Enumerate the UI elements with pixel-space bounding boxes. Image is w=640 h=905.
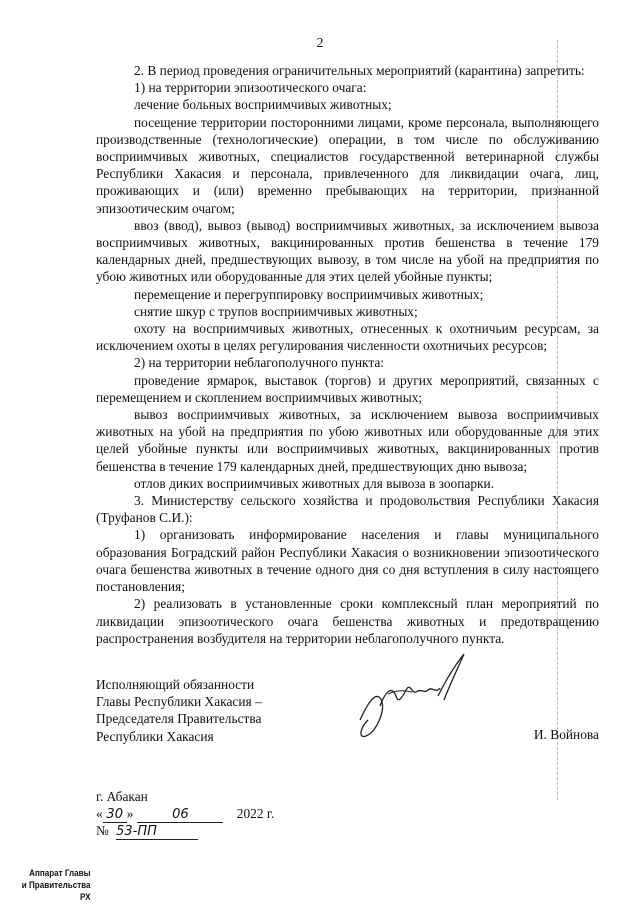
paragraph-export: вывоз восприимчивых животных, за исключением вывоза восприимчивых животных на убой на предприятия по убою животных или оборудованные для этих целей убойные пункты или восприимчивых животных, вакцинированных против бешенства в течение 179 календарных дней, предшествующих дню вывоза; <box>96 407 599 474</box>
date-day: 30 <box>103 808 127 823</box>
signatory-title-line: Председателя Правительства <box>96 711 262 727</box>
paragraph-skinning: снятие шкур с трупов восприимчивых животных; <box>134 303 418 319</box>
paragraph-2-2-heading: 2) на территории неблагополучного пункта: <box>134 355 385 371</box>
signatory-title-line: Главы Республики Хакасия – <box>96 694 262 710</box>
signatory-title-line: Исполняющий обязанности <box>96 677 255 692</box>
paragraph-2-intro: 2. В период проведения ограничительных мероприятий (карантина) запретить: <box>134 63 585 78</box>
date-quote-open: « <box>96 806 103 822</box>
paragraph-import-export: ввоз (ввод), вывоз (вывод) восприимчивых животных, за исключением вывоза восприимчивых животных, вакцинированных против бешенства в течение 179 календарных дней, предшествующих вывозу, в том числе на убой на предприятия по убою животных или оборудованные для этих целей убойные пункты; <box>96 217 599 285</box>
number-label: № <box>96 823 109 839</box>
paragraph-fairs: проведение ярмарок, выставок (торгов) и других мероприятий, связанных с перемещением и скоплением восприимчивых животных; <box>96 372 599 405</box>
document-body <box>96 62 599 647</box>
paragraph-3-1-inform: 1) организовать информирование населения и главы муниципального образования Боградский район Республики Хакасия о возникновении эпизоотического очага бешенства животных в течение одного дня со дня вступления в силу настоящего постановления; <box>96 527 599 595</box>
signatory-title <box>96 676 262 745</box>
registration-stamp <box>14 868 91 904</box>
date-quote-close: » <box>126 806 134 822</box>
stamp-line: и Правительства РХ <box>21 880 91 903</box>
place-and-date <box>96 788 274 840</box>
signatory-title-line: Республики Хакасия <box>96 728 214 744</box>
paragraph-treatment: лечение больных восприимчивых животных; <box>134 97 392 113</box>
document-number: 53-ПП <box>116 825 198 840</box>
signer-name: И. Войнова <box>533 727 599 742</box>
date-year: 2022 г. <box>236 806 275 822</box>
city: г. Абакан <box>96 789 148 804</box>
paragraph-3-ministry: 3. Министерству сельского хозяйства и продовольствия Республики Хакасия (Труфанов С.И.): <box>96 493 599 526</box>
stamp-line: Аппарат Главы <box>29 868 91 879</box>
paragraph-movement: перемещение и перегруппировку восприимчивых животных; <box>134 286 484 302</box>
paragraph-hunting: охоту на восприимчивых животных, отнесенных к охотничьим ресурсам, за исключением охоты в целях регулирования численности охотничьих ресурсов; <box>96 321 599 354</box>
paragraph-3-2-plan: 2) реализовать в установленные сроки комплексный план мероприятий по ликвидации эпизоотического очага бешенства животных и предотвращению распространения возбудителя на территории неблагополучного пункта. <box>96 596 599 646</box>
date-line <box>96 805 274 822</box>
paragraph-2-1-heading: 1) на территории эпизоотического очага: <box>134 80 367 96</box>
paragraph-visiting: посещение территории посторонними лицами, кроме персонала, выполняющего производственные (технологические) операции, в том числе по обслуживанию восприимчивых животных, специалистов государственной ветеринарной службы Республики Хакасия и персонала, привлеченного для ликвидации очага, лиц, проживающих и (или) временно пребывающих на территории, признанной эпизоотическим очагом; <box>96 114 599 216</box>
handwritten-signature-icon <box>352 650 472 742</box>
page-number: 2 <box>316 36 324 51</box>
document-number-line <box>96 822 274 839</box>
paragraph-capture: отлов диких восприимчивых животных для вывоза в зоопарки. <box>134 475 495 491</box>
date-month: 06 <box>137 808 223 823</box>
